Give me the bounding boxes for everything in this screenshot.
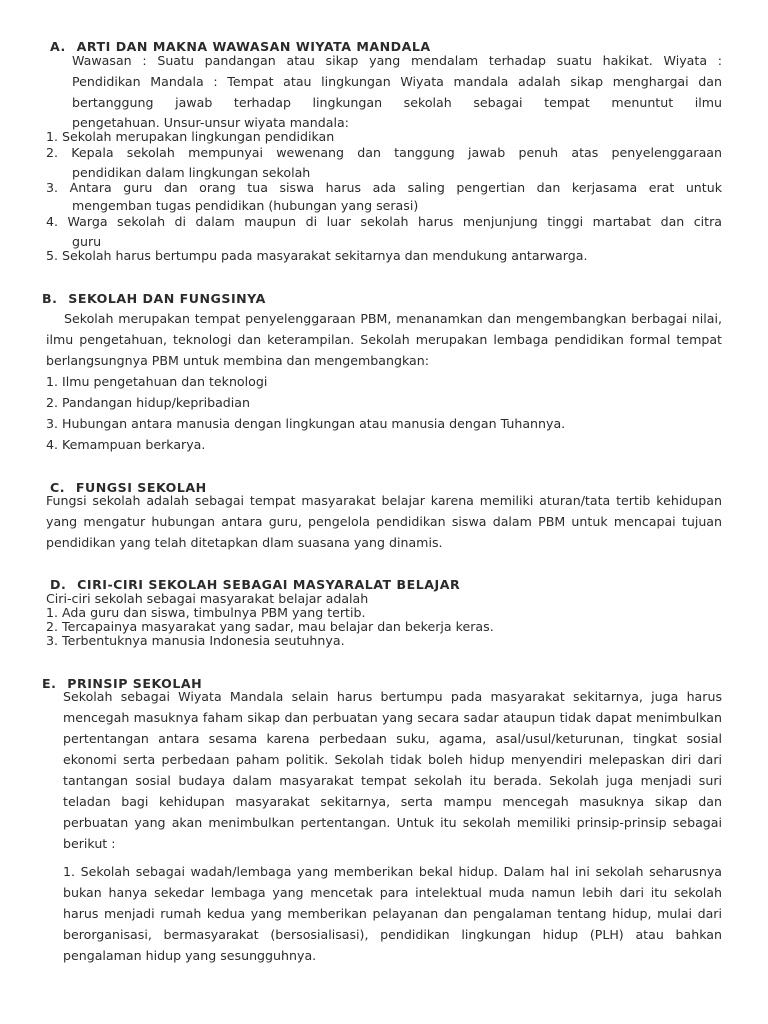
section-e-title: PRINSIP SEKOLAH [67, 676, 203, 691]
section-b-heading [42, 291, 266, 306]
section-d-item-3: 3. Terbentuknya manusia Indonesia seutuhnya. [46, 633, 345, 648]
section-a-letter: A. [50, 39, 66, 54]
section-a-item-5 [46, 249, 587, 263]
section-a-item-1 [46, 130, 334, 144]
section-e-paragraph: Sekolah sebagai Wiyata Mandala selain harus bertumpu pada masyarakat sekitarnya, juga harus mencegah masuknya faham sikap dan perbuatan yang secara sadar ataupun tidak dapat menimbulkan pertentangan antara sesama karena perbedaan suku, agama, asal/usul/keturunan, tingkat sosial ekonomi serta perbedaan paham politik. Sekolah tidak boleh hidup menyendiri melepaskan diri dari tantangan sosial budaya dalam masyarakat tempat sekolah itu berada. Sekolah juga menjadi suri teladan bagi kehidupan masyarakat sekitarnya, serta mampu mencegah masuknya sikap dan perbuatan yang akan menimbulkan pertentangan. Untuk itu sekolah memiliki prinsip-prinsip sebagai berikut : [63, 689, 722, 851]
section-a-line-4: pengetahuan. Unsur-unsur wiyata mandala: [72, 115, 349, 130]
list-item-number: 1. [46, 129, 59, 144]
section-b-item-4: 4. Kemampuan berkarya. [46, 437, 206, 452]
section-e-point-1: 1. Sekolah sebagai wadah/lembaga yang memberikan bekal hidup. Dalam hal ini sekolah seharusnya bukan hanya sekedar lembaga yang mencetak para intelektual muda namun lebih dari itu sekolah harus menjadi rumah kedua yang memberikan pelayanan dan pengalaman tentang hidup, mulai dari berorganisasi, bermasyarakat (bersosialisasi), pendidikan lingkungan hidup (PLH) atau bahkan pengalaman hidup yang sesungguhnya. [63, 864, 722, 963]
section-a-title: ARTI DAN MAKNA WAWASAN WIYATA MANDALA [76, 39, 431, 54]
list-item-number: 4. [46, 214, 59, 229]
section-b-item-1: 1. Ilmu pengetahuan dan teknologi [46, 374, 268, 389]
section-c-title: FUNGSI SEKOLAH [75, 480, 207, 495]
section-d-item-1: 1. Ada guru dan siswa, timbulnya PBM yang tertib. [46, 605, 366, 620]
section-d-item-2: 2. Tercapainya masyarakat yang sadar, mau belajar dan bekerja keras. [46, 619, 494, 634]
section-a-line-2: Pendidikan Mandala : Tempat atau lingkungan Wiyata mandala adalah sikap menghargai dan [72, 74, 722, 89]
list-item-text: Sekolah harus bertumpu pada masyarakat sekitarnya dan mendukung antarwarga. [62, 248, 588, 263]
section-d-title: CIRI-CIRI SEKOLAH SEBAGAI MASYARALAT BELAJAR [77, 577, 461, 592]
section-c-letter: C. [50, 480, 66, 495]
list-item-number: 2. [46, 145, 59, 160]
section-b-item-3: 3. Hubungan antara manusia dengan lingkungan atau manusia dengan Tuhannya. [46, 416, 566, 431]
section-b-item-2: 2. Pandangan hidup/kepribadian [46, 395, 250, 410]
section-a-item-2-cont: pendidikan dalam lingkungan sekolah [72, 165, 311, 180]
section-a-line-1: Wawasan : Suatu pandangan atau sikap yang mendalam terhadap suatu hakikat. Wiyata : [72, 53, 722, 68]
section-b-paragraph: Sekolah merupakan tempat penyelenggaraan PBM, menanamkan dan mengembangkan berbagai nilai, ilmu pengetahuan, teknologi dan keterampilan. Sekolah merupakan lembaga pendidikan formal tempat berlangsungnya PBM untuk membina dan mengembangkan: [46, 311, 722, 368]
section-b-letter: B. [42, 291, 58, 306]
section-a-item-3 [46, 180, 722, 195]
list-item-text: Sekolah merupakan lingkungan pendidikan [62, 129, 335, 144]
section-a-item-3-cont: mengemban tugas pendidikan (hubungan yang serasi) [72, 198, 419, 213]
list-item-text: Warga sekolah di dalam maupun di luar sekolah harus menjunjung tinggi martabat dan citra [67, 214, 722, 229]
section-a-heading [50, 39, 431, 54]
list-item-text: Kepala sekolah mempunyai wewenang dan tanggung jawab penuh atas penyelenggaraan [71, 145, 722, 160]
list-item-text: Antara guru dan orang tua siswa harus ada saling pengertian dan kerjasama erat untuk [69, 180, 722, 195]
section-b-title: SEKOLAH DAN FUNGSINYA [68, 291, 266, 306]
section-a-item-4 [46, 214, 722, 229]
section-a-item-4-cont: guru [72, 234, 102, 249]
section-d-heading [50, 577, 460, 592]
list-item-number: 3. [46, 180, 59, 195]
section-d-intro: Ciri-ciri sekolah sebagai masyarakat belajar adalah [46, 591, 369, 606]
section-a-line-3: bertanggung jawab terhadap lingkungan sekolah sebagai tempat menuntut ilmu [72, 95, 722, 110]
section-a-item-2 [46, 145, 722, 160]
section-e-letter: E. [42, 676, 57, 691]
section-d-letter: D. [50, 577, 67, 592]
section-c-paragraph: Fungsi sekolah adalah sebagai tempat masyarakat belajar karena memiliki aturan/tata tertib kehidupan yang mengatur hubungan antara guru, pengelola pendidikan siswa dalam PBM untuk mencapai tujuan pendidikan yang telah ditetapkan dlam suasana yang dinamis. [46, 493, 722, 550]
list-item-number: 5. [46, 248, 59, 263]
